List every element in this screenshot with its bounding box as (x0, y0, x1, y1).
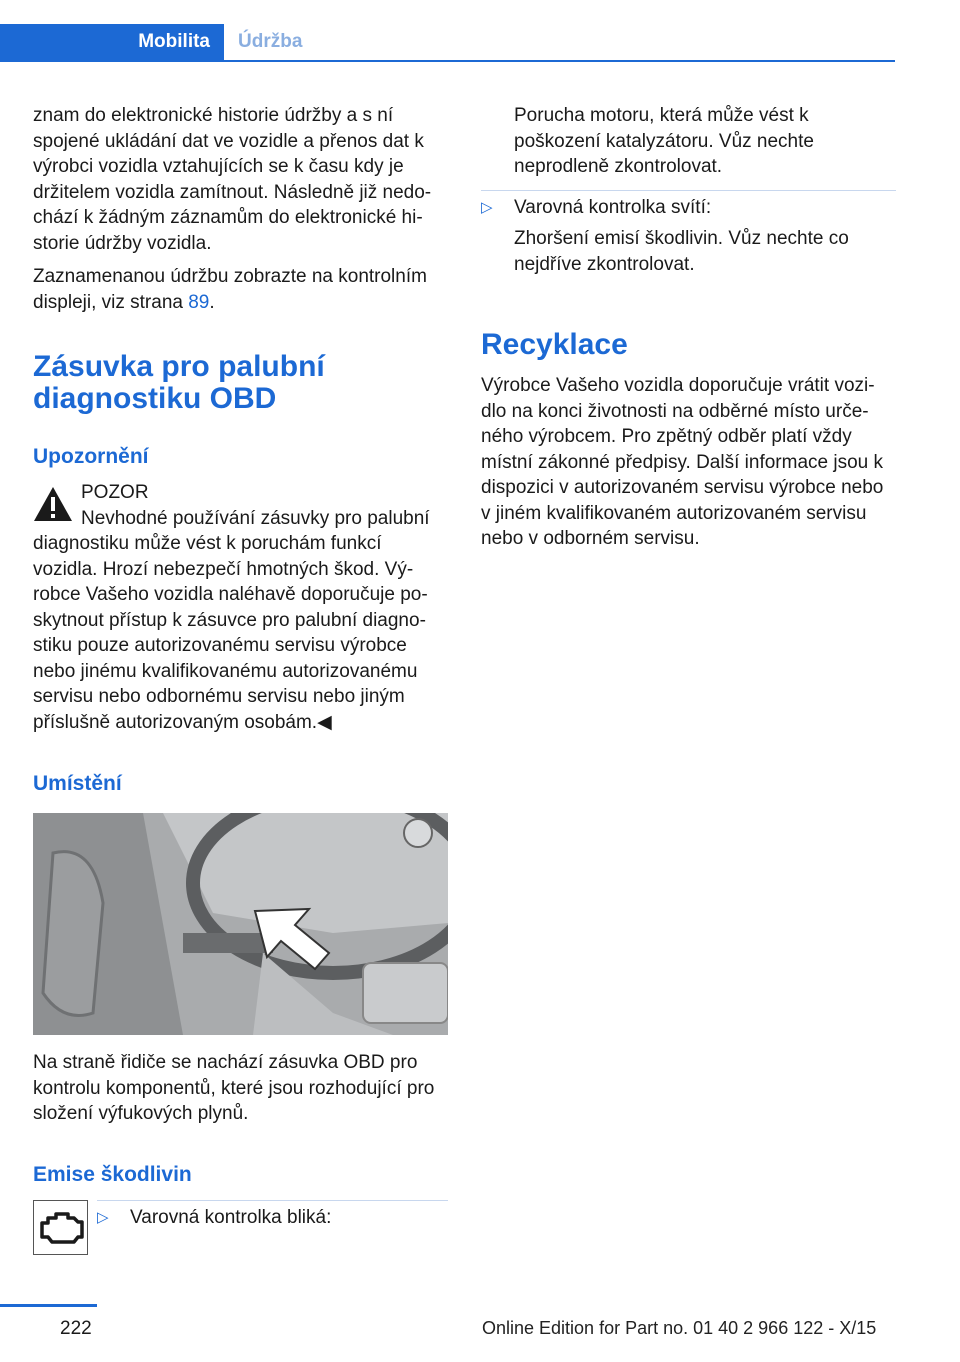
display-paragraph-text: Zaznamenanou údržbu zobrazte na kontrolním displeji, viz strana (33, 266, 427, 313)
warning-triangle-icon (33, 486, 73, 522)
section-title-obd: Zásuvka pro palubní diagnostiku OBD (33, 350, 325, 415)
subheading-notice: Upozornění (33, 445, 149, 468)
left-column (33, 103, 448, 1260)
recycling-paragraph: Výrobce Vašeho vozidla doporučuje vrátit vozi-dlo na konci životnosti na odběrné místo urče-ného výrobcem. Pro zpětný odběr platí vždy místní zákonné předpisy. Další informace jsou k dispozici v autorizovaném servisu výrobce nebo v jiném kvalifikovaném autorizovaném servisu nebo v odborném servisu. (481, 375, 884, 549)
warning-text: Nevhodné používání zásuvky pro palubní diagnostiku může vést k poruchám funkcí vozidla. Hrozí nebezpečí hmotných škod. Vý-robce Vašeho vozidla naléhavě doporučuje po-skytnout přístup k zásuvce pro palubní diagno-stiku pouze autorizovanému servisu výrobce nebo jinému kvalifikovanému autorizovanému servisu nebo odbornému servisu nebo jiným příslušně autorizovaným osobám.◀ (33, 507, 430, 733)
intro-paragraph: znam do elektronické historie údržby a s ní spojené ukládání dat ve vozidle a přenos dat k výrobci vozidla vztahujících se k času kdy je držitelem vozidla zamítnout. Následně již nedo-chází k žádným záznamům do elektronické hi-storie údržby vozidla. (33, 105, 432, 254)
bullet1-continuation: Porucha motoru, která může vést k poškození katalyzátoru. Vůz nechte neprodleně zkontrolovat. (514, 105, 814, 177)
emission-bullet-2 (481, 195, 896, 221)
emission-bullet-1 (97, 1200, 448, 1231)
edition-note: Online Edition for Part no. 01 40 2 966 122 - X/15 (482, 1318, 877, 1338)
bullet-triangle-icon: ▷ (97, 1208, 109, 1226)
bullet-row (97, 1205, 448, 1231)
display-paragraph-end: . (209, 291, 215, 313)
bullet-divider (481, 190, 896, 191)
warning-block (33, 480, 448, 735)
bullet-text: Varovná kontrolka bliká: (130, 1206, 332, 1228)
page-number: 222 (60, 1318, 92, 1339)
right-column (481, 103, 896, 552)
obd-location-photo (33, 813, 448, 1035)
obd-caption: Na straně řidiče se nachází zásuvka OBD pro kontrolu komponentů, které jsou rozhodující pro složení výfukových plynů. (33, 1052, 435, 1124)
warning-title: POZOR (81, 482, 149, 503)
subheading-location: Umístění (33, 772, 122, 795)
emission-item (33, 1200, 448, 1260)
bullet-text: Varovná kontrolka svítí: (514, 196, 712, 218)
subheading-emissions: Emise škodlivin (33, 1162, 192, 1186)
bullet2-description: Zhoršení emisí škodlivin. Vůz nechte co nejdříve zkontrolovat. (514, 228, 849, 275)
engine-warning-icon (33, 1200, 88, 1255)
bullet-divider (97, 1200, 448, 1201)
tab-mobilita[interactable]: Mobilita (0, 24, 224, 60)
display-paragraph (33, 264, 448, 315)
footer-accent-line (0, 1304, 97, 1307)
tab-udrzba[interactable]: Údržba (238, 31, 303, 52)
header-divider (0, 60, 895, 62)
bullet-triangle-icon: ▷ (481, 198, 493, 216)
page-link-89[interactable]: 89 (188, 291, 210, 313)
header-tabs (0, 24, 895, 62)
section-title-recycling: Recyklace (481, 328, 628, 361)
